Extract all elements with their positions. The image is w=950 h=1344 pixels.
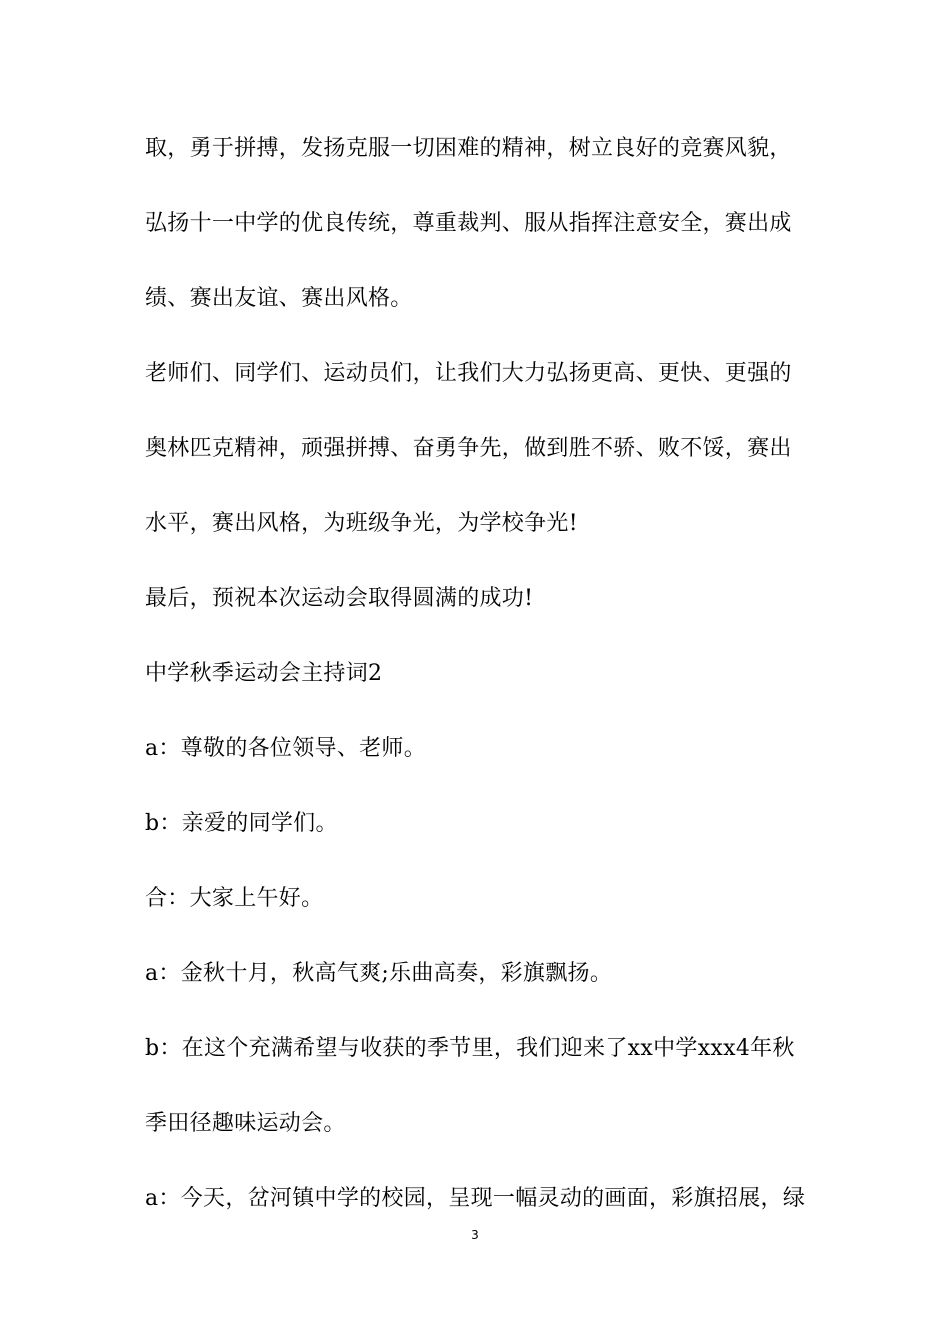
body-text	[145, 124, 815, 1249]
section-heading: 中学秋季运动会主持词2	[145, 661, 383, 686]
text-line: 水平，赛出风格，为班级争光，为学校争光!	[145, 511, 578, 536]
text-line: 奥林匹克精神，顽强拼搏、奋勇争先，做到胜不骄、败不馁，赛出	[145, 436, 792, 461]
text-line: 弘扬十一中学的优良传统，尊重裁判、服从指挥注意安全，赛出成	[145, 211, 792, 236]
text-line: b：亲爱的同学们。	[145, 811, 338, 836]
text-line: a：今天，岔河镇中学的校园，呈现一幅灵动的画面，彩旗招展，绿	[145, 1186, 806, 1211]
text-line: 季田径趣味运动会。	[145, 1111, 346, 1136]
text-line: 老师们、同学们、运动员们，让我们大力弘扬更高、更快、更强的	[145, 361, 792, 386]
page-number: 3	[471, 1228, 479, 1242]
text-line: a：尊敬的各位领导、老师。	[145, 736, 427, 761]
text-line: b：在这个充满希望与收获的季节里，我们迎来了xx中学xxx4年秋	[145, 1036, 795, 1061]
text-line: 最后，预祝本次运动会取得圆满的成功!	[145, 586, 534, 611]
text-line: 合：大家上午好。	[145, 886, 324, 911]
text-line: a：金秋十月，秋高气爽;乐曲高奏，彩旗飘扬。	[145, 961, 613, 986]
text-line: 取，勇于拼搏，发扬克服一切困难的精神，树立良好的竞赛风貌，	[145, 136, 792, 161]
text-line: 绩、赛出友谊、赛出风格。	[145, 286, 413, 311]
